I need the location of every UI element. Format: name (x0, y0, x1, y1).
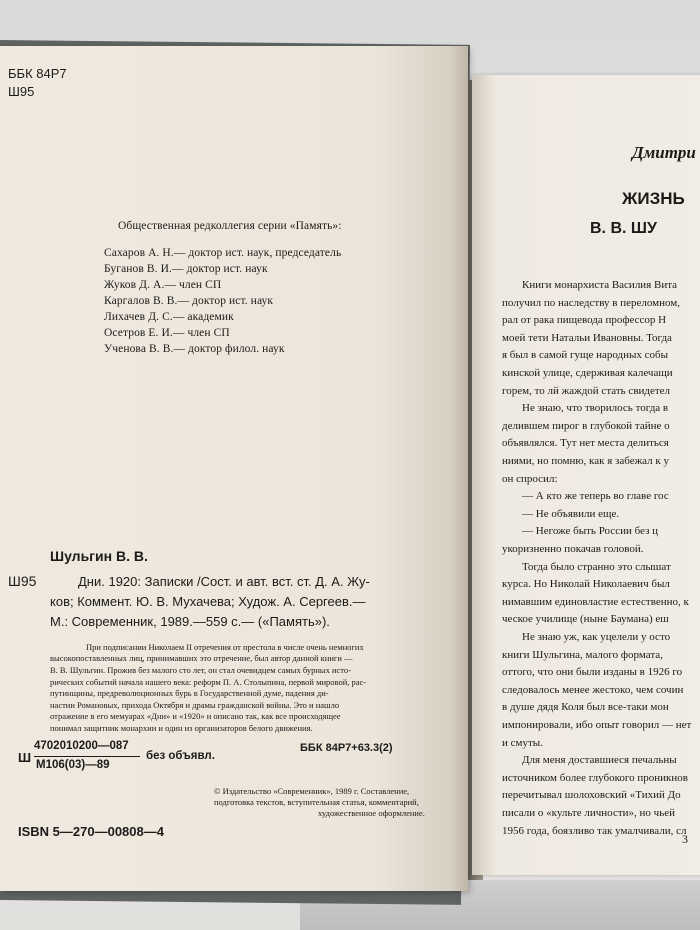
page-number: 3 (682, 832, 688, 846)
body-line: 1956 года, боязливо так умалчивали, сл (502, 824, 687, 837)
isbn: ISBN 5—270—00808—4 (18, 824, 164, 839)
biblio-line: М.: Современник, 1989.—559 с.— («Память»). (50, 614, 330, 629)
body-line: Для меня доставшиеся печальны (522, 754, 677, 767)
body-line: получил по наследству в переломном, (502, 296, 680, 309)
annotation-line: рических событий начала нашего века: реформ П. А. Столыпина, первой мировой, рас- (50, 677, 367, 687)
body-line: кинской улице, сдерживая калечащи (502, 367, 673, 379)
chapter-subtitle: В. В. ШУ (590, 220, 657, 237)
body-line: горем, то лй жаждой стать свидетел (502, 384, 671, 397)
fraction-numerator: 4702010200—087 (34, 740, 129, 752)
annotation-line: В. В. Шульгин. Прожив без малого сто лет, он стал очевидцем самых бурных исто- (50, 665, 351, 675)
annotation-line: путинщины, предреволюционных бурь в Государственной думе, падения ди- (50, 688, 329, 698)
author-heading: Дмитри (632, 143, 696, 162)
body-line: оттого, что они были изданы в 1926 го (502, 666, 683, 679)
body-line: делившем пирог в глубокой тайне о (502, 419, 670, 432)
bbk-full: ББК 84Р7+63.3(2) (300, 742, 393, 754)
board-member: Лихачев Д. С.— академик (104, 311, 234, 323)
body-line: объявлялся. Тут нет места делиться (502, 437, 669, 450)
body-line: Не знаю уж, как уцелели у осто (522, 631, 671, 643)
copyright-line: © Издательство «Современник», 1989 г. Составление, (214, 786, 410, 796)
annotation-line: высокопоставленных лиц, принимавших это отречение, был автор данной книги — (50, 653, 353, 663)
right-page (472, 75, 700, 875)
chapter-title: ЖИЗНЬ (622, 189, 685, 208)
body-line: Не знаю, что творилось тогда в (522, 402, 669, 415)
body-line: укоризненно покачав головой. (502, 543, 644, 555)
board-member: Жуков Д. А.— член СП (104, 279, 222, 291)
board-member: Каргалов В. В.— доктор ист. наук (104, 295, 274, 307)
board-member: Буганов В. И.— доктор ист. наук (104, 263, 268, 275)
fraction-suffix: без объявл. (146, 750, 215, 762)
biblio-line: ков; Коммент. Ю. В. Мухачева; Худож. А. Сергеев.— (50, 594, 366, 609)
body-line: ниями, но помню, как я забежал к у (502, 455, 669, 467)
annotation-line: отражение в его мемуарах «Дни» и «1920» и описано так, как все происходящее (50, 711, 341, 721)
body-line: книги Шульгина, малого формата, (502, 648, 663, 661)
annotation-line: настии Романовых, прихода Октября и драмы гражданской войны. Это и нашло (50, 700, 340, 710)
board-member: Ученова В. В.— доктор филол. наук (104, 343, 285, 355)
board-title: Общественная редколлегия серии «Память»: (118, 220, 342, 232)
body-line: моей тети Натальи Ивановны. Тогда (502, 331, 672, 344)
body-line: ческое училище (ныне Баумана) еш (502, 613, 669, 626)
board-member: Сахаров А. Н.— доктор ист. наук, председатель (104, 247, 342, 259)
left-page (0, 46, 468, 891)
board-member: Осетров Е. И.— член СП (104, 327, 230, 339)
biblio-code: Ш95 (8, 573, 37, 589)
body-line: импонировали, ибо опыт говорил — нет (502, 719, 692, 731)
fraction-bar (34, 756, 140, 757)
fraction-prefix: Ш (18, 750, 32, 765)
body-line: — Негоже быть России без ц (522, 525, 659, 538)
body-line: курса. Но Николай Николаевич был (502, 578, 670, 591)
body-line: — А кто же теперь во главе гос (522, 490, 669, 503)
copyright-line: художественное оформление. (318, 808, 425, 818)
copyright-line: подготовка текстов, вступительная статья, комментарий, (214, 797, 419, 807)
body-line: он спросил: (502, 472, 558, 485)
body-line: следовалось менее жестоко, чем сочин (502, 683, 684, 696)
body-line: Тогда было странно это слышат (522, 560, 671, 573)
body-line: и смуты. (502, 736, 543, 749)
body-line: писали о «культе личности», но чьей (502, 807, 675, 819)
body-line: в душе дядя Коля был все-таки мон (502, 701, 669, 714)
biblio-author: Шульгин В. В. (50, 548, 148, 564)
annotation-line: При подписании Николаем II отречения от престола в числе очень немногих (86, 642, 364, 652)
bbk-code: ББК 84Р7 (8, 66, 67, 81)
biblio-line: Дни. 1920: Записки /Сост. и авт. вст. ст. Д. А. Жу- (78, 574, 370, 589)
body-line: рал от рака пищевода профессор Н (502, 314, 667, 327)
body-line: нимавшим единовластие естественно, к (502, 595, 689, 608)
body-line: Книги монархиста Василия Вита (522, 279, 678, 291)
author-code: Ш95 (8, 84, 35, 99)
body-line: я был в самой гуще народных собы (502, 349, 669, 362)
fraction-denominator: М106(03)—89 (36, 759, 110, 771)
body-line: — Не объявили еще. (522, 507, 620, 520)
body-line: перечитывал шолоховский «Тихий До (502, 789, 681, 802)
annotation-line: понимал защитник монархии и один из организаторов белого движения. (50, 723, 313, 733)
body-line: источником более глубокого проникнов (502, 771, 688, 784)
